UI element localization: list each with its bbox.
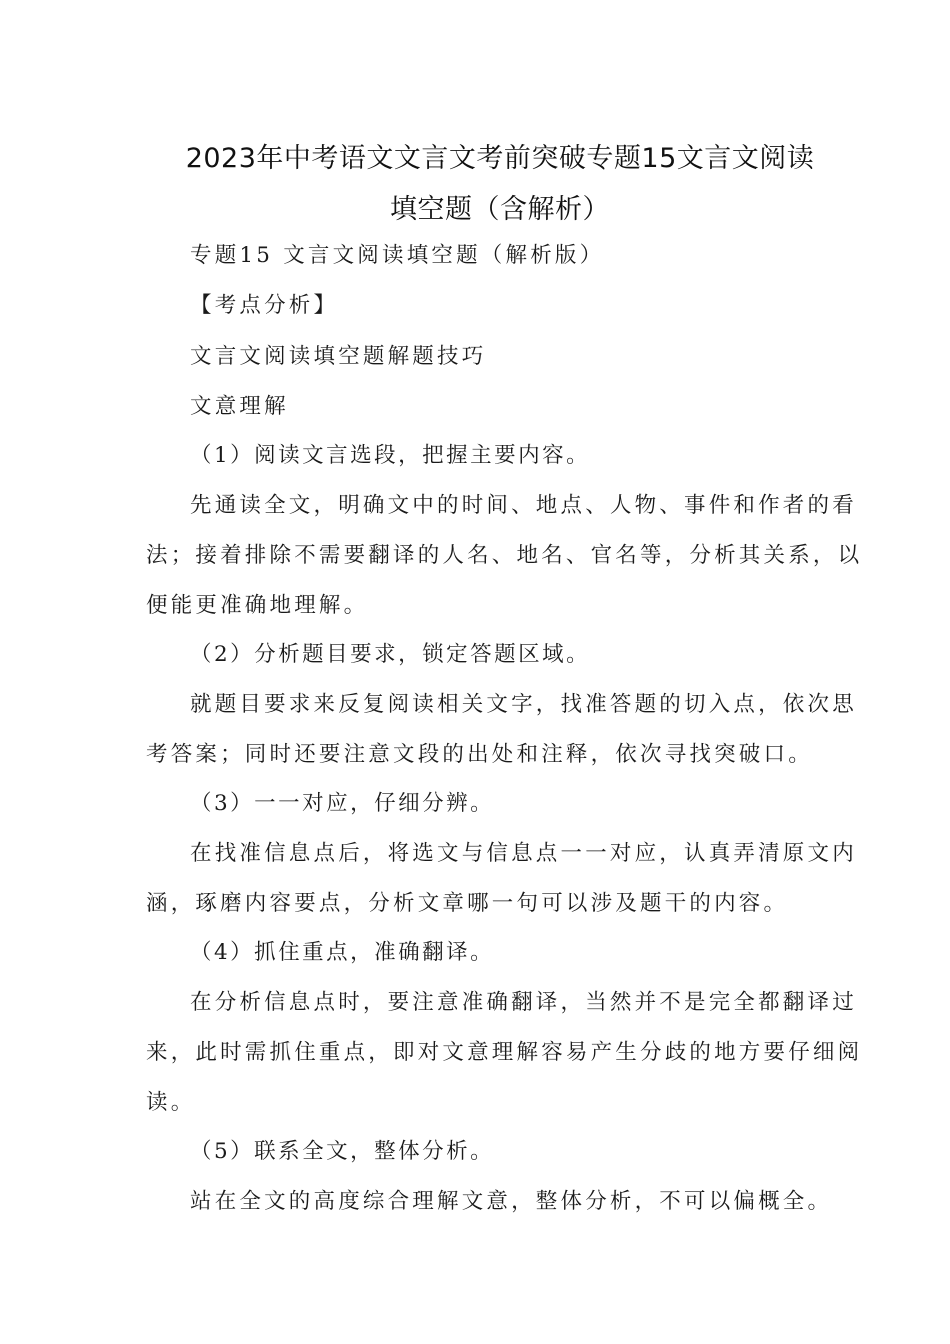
paragraph-line: 便能更准确地理解。 <box>146 593 369 618</box>
paragraph-line: 法；接着排除不需要翻译的人名、地名、官名等，分析其关系，以 <box>146 543 863 568</box>
document-title-line1: 2023年中考语文文言文考前突破专题15文言文阅读 <box>185 143 815 174</box>
paragraph-line: 来，此时需抓住重点，即对文意理解容易产生分歧的地方要仔细阅 <box>146 1040 863 1065</box>
skill-heading: 文言文阅读填空题解题技巧 <box>190 344 487 369</box>
sub-heading: 文意理解 <box>190 394 289 419</box>
step-4-heading: （4）抓住重点，准确翻译。 <box>190 940 495 965</box>
step-2-heading: （2）分析题目要求，锁定答题区域。 <box>190 642 591 667</box>
section-heading: 【考点分析】 <box>190 293 339 318</box>
paragraph-line: 读。 <box>146 1090 196 1115</box>
step-1-heading: （1）阅读文言选段，把握主要内容。 <box>190 443 591 468</box>
document-title-line2: 填空题（含解析） <box>390 194 610 225</box>
paragraph-line: 先通读全文，明确文中的时间、地点、人物、事件和作者的看 <box>190 493 857 518</box>
document-subtitle: 专题15 文言文阅读填空题（解析版） <box>190 243 605 268</box>
paragraph-line: 就题目要求来反复阅读相关文字，找准答题的切入点，依次思 <box>190 692 857 717</box>
step-5-heading: （5）联系全文，整体分析。 <box>190 1139 495 1164</box>
paragraph-line: 站在全文的高度综合理解文意，整体分析，不可以偏概全。 <box>190 1189 833 1214</box>
paragraph-line: 在分析信息点时，要注意准确翻译，当然并不是完全都翻译过 <box>190 990 857 1015</box>
step-3-heading: （3）一一对应，仔细分辨。 <box>190 791 495 816</box>
paragraph-line: 在找准信息点后，将选文与信息点一一对应，认真弄清原文内 <box>190 841 857 866</box>
paragraph-line: 考答案；同时还要注意文段的出处和注释，依次寻找突破口。 <box>146 742 813 767</box>
paragraph-line: 涵，琢磨内容要点，分析文章哪一句可以涉及题干的内容。 <box>146 891 789 916</box>
